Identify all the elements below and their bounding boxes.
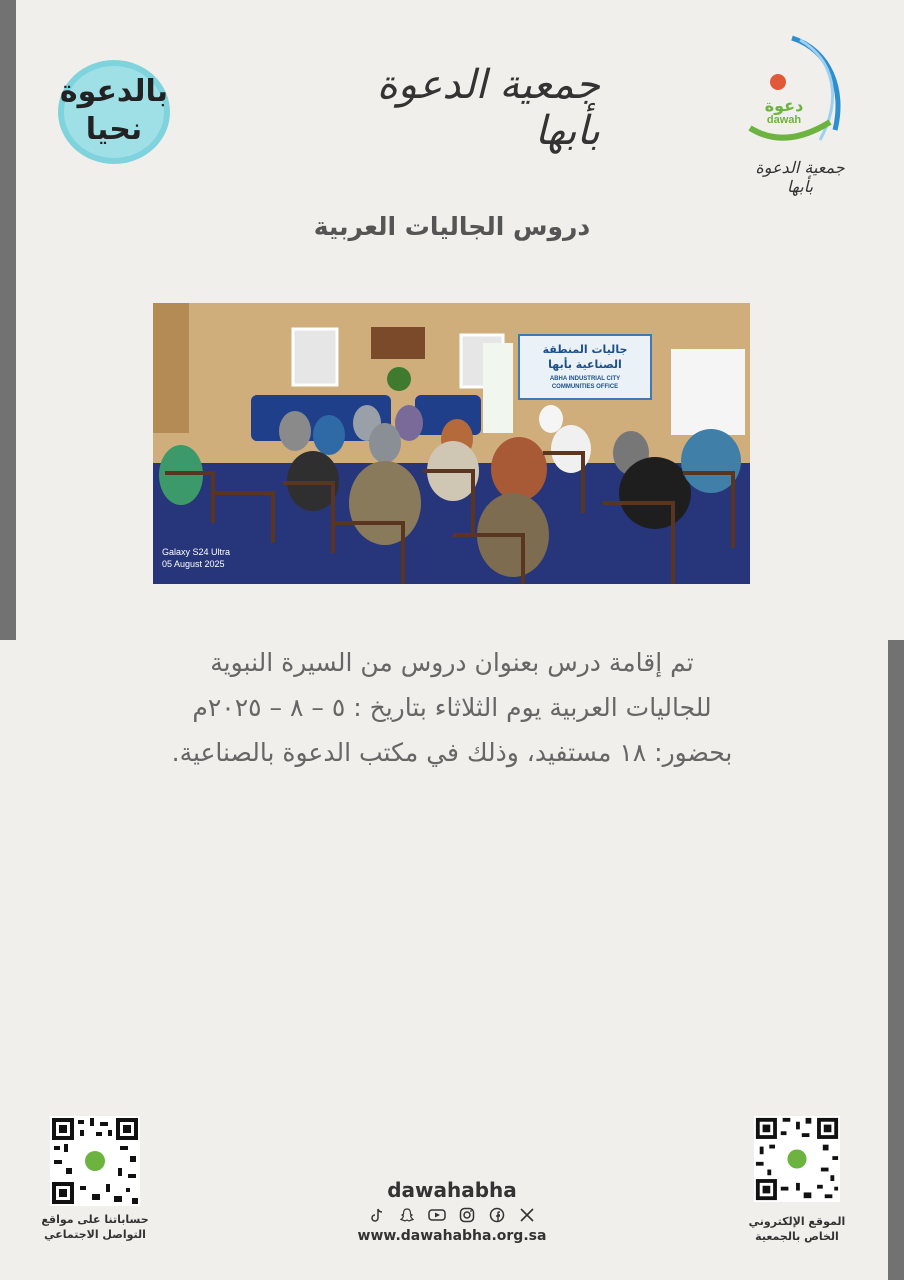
banner-english-line2: COMMUNITIES OFFICE [551, 384, 619, 390]
social-label-line-1: حساباتنا على مواقع [41, 1213, 149, 1226]
facebook-icon[interactable] [487, 1205, 507, 1225]
social-icons-row [362, 1204, 542, 1226]
classroom-scene [153, 303, 750, 584]
dawah-logo-mark [740, 30, 860, 155]
x-icon[interactable] [517, 1205, 537, 1225]
page-title: دروس الجاليات العربية [313, 212, 591, 241]
announcement-line-1: تم إقامة درس بعنوان دروس من السيرة النبوية [210, 648, 694, 677]
brand-handle: dawahabha [387, 1178, 517, 1202]
tiktok-icon[interactable] [367, 1205, 387, 1225]
social-label-line-2: التواصل الاجتماعي [44, 1228, 146, 1241]
left-side-bar [0, 0, 16, 640]
logo-word-english: dawah [766, 114, 802, 126]
youtube-icon[interactable] [427, 1205, 447, 1225]
dawah-slogan-badge [54, 56, 174, 168]
caption-date: 05 August 2025 [162, 559, 225, 569]
photo-caption [162, 546, 230, 570]
instagram-icon[interactable] [457, 1205, 477, 1225]
banner-english-line1: ABHA INDUSTRIAL CITY [549, 376, 621, 382]
lesson-photo [153, 303, 750, 584]
badge-text-top: بالدعوة [59, 74, 169, 109]
announcement-text [100, 640, 804, 775]
snapchat-icon[interactable] [397, 1205, 417, 1225]
banner-arabic-line1: جاليات المنطقة [542, 343, 628, 356]
logo-word-arabic: دعوة [764, 96, 804, 115]
association-calligraphy: جمعية الدعوة بأبها [376, 62, 600, 154]
banner-arabic-line2: الصناعية بأبها [548, 358, 622, 371]
website-label-line-2: الخاص بالجمعية [755, 1230, 839, 1243]
announcement-line-3: بحضور: ١٨ مستفيد، وذلك في مكتب الدعوة بالصناعية. [171, 738, 733, 767]
logo-subtitle: جمعية الدعوة بأبها [755, 158, 845, 196]
badge-text-bottom: نحيا [85, 112, 143, 147]
website-label-line-1: الموقع الإلكتروني [748, 1215, 846, 1228]
dawah-logo [740, 30, 860, 196]
announcement-line-2: للجاليات العربية يوم الثلاثاء بتاريخ : ٥ – ٨ – ٢٠٢٥م [192, 693, 712, 722]
caption-device: Galaxy S24 Ultra [162, 547, 231, 557]
website-url[interactable]: www.dawahabha.org.sa [357, 1228, 547, 1244]
